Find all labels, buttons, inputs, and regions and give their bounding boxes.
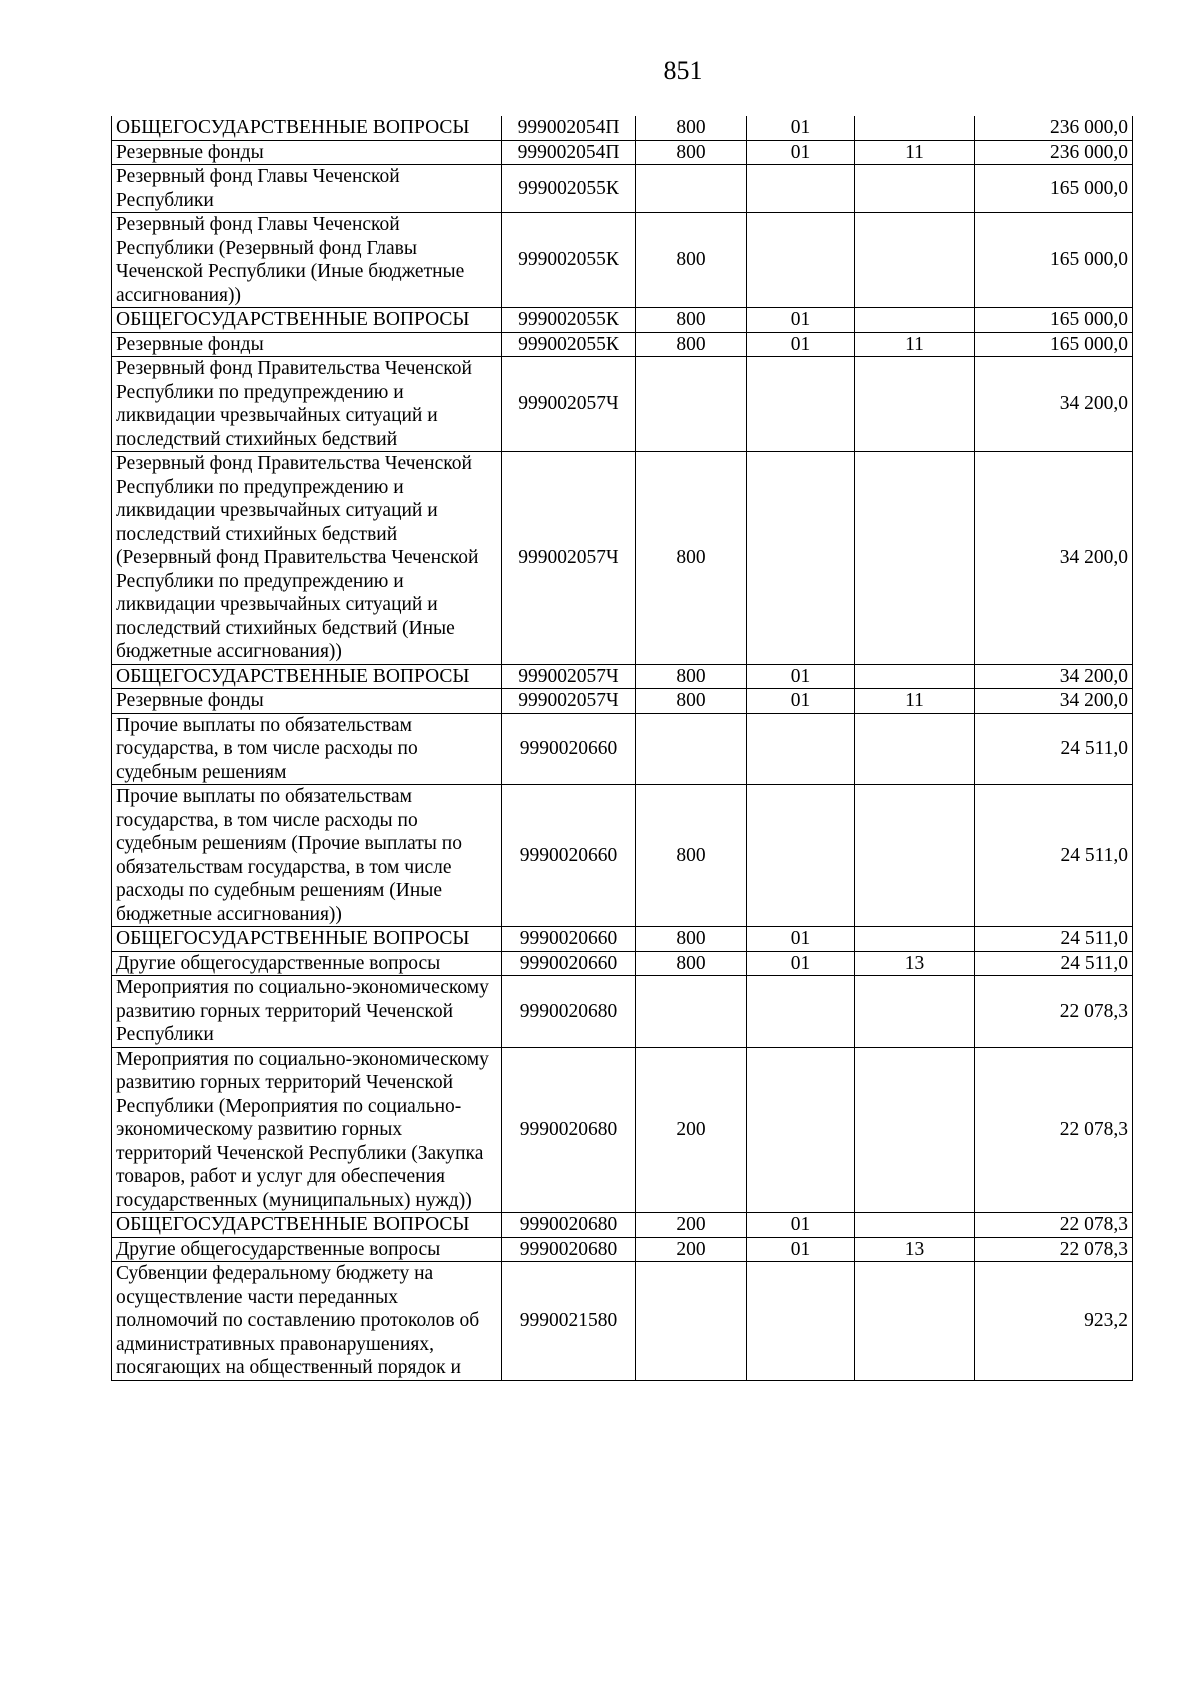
row-subsection [855,927,975,952]
table-row [112,452,1133,665]
row-name: Резервные фонды [112,140,502,165]
table-row [112,785,1133,927]
row-expense-type: 800 [636,213,747,308]
row-name: Резервный фонд Правительства Чеченской Республики по предупреждению и ликвидации чрезвычайных ситуаций и последствий стихийных бедствий (Резервный фонд Правительства Чеченской Республики по предупреждению и ликвидации чрезвычайных ситуаций и последствий стихийных бедствий (Иные бюджетные ассигнования)) [112,452,502,665]
table-row [112,689,1133,714]
table-row [112,116,1133,140]
row-section [747,165,855,213]
row-amount: 34 200,0 [975,689,1133,714]
row-subsection: 13 [855,951,975,976]
row-subsection: 11 [855,689,975,714]
row-section: 01 [747,927,855,952]
row-subsection [855,165,975,213]
row-subsection [855,116,975,140]
row-section [747,357,855,452]
row-name: ОБЩЕГОСУДАРСТВЕННЫЕ ВОПРОСЫ [112,1213,502,1238]
row-code: 9990020680 [502,1237,636,1262]
row-subsection [855,785,975,927]
row-code: 999002055К [502,332,636,357]
row-code: 9990020660 [502,785,636,927]
row-name: ОБЩЕГОСУДАРСТВЕННЫЕ ВОПРОСЫ [112,927,502,952]
row-amount: 24 511,0 [975,951,1133,976]
row-code: 999002057Ч [502,357,636,452]
row-name: Субвенции федеральному бюджету на осуществление части переданных полномочий по составлению протоколов об административных правонарушениях, посягающих на общественный порядок и [112,1262,502,1381]
table-row [112,713,1133,785]
row-code: 999002055К [502,308,636,333]
row-expense-type [636,1262,747,1381]
row-section: 01 [747,1213,855,1238]
row-expense-type: 800 [636,308,747,333]
row-expense-type [636,976,747,1048]
row-amount: 22 078,3 [975,976,1133,1048]
row-code: 999002057Ч [502,689,636,714]
table-row [112,1237,1133,1262]
row-subsection: 11 [855,140,975,165]
row-section: 01 [747,664,855,689]
row-amount: 24 511,0 [975,785,1133,927]
row-expense-type: 800 [636,927,747,952]
row-amount: 236 000,0 [975,140,1133,165]
row-subsection [855,1213,975,1238]
row-amount: 24 511,0 [975,713,1133,785]
row-name: ОБЩЕГОСУДАРСТВЕННЫЕ ВОПРОСЫ [112,308,502,333]
row-amount: 923,2 [975,1262,1133,1381]
row-amount: 165 000,0 [975,165,1133,213]
row-expense-type: 800 [636,785,747,927]
row-amount: 34 200,0 [975,357,1133,452]
row-section: 01 [747,332,855,357]
row-subsection [855,357,975,452]
row-code: 9990020660 [502,951,636,976]
row-expense-type: 800 [636,140,747,165]
table-row [112,976,1133,1048]
table-row [112,332,1133,357]
table-row [112,1262,1133,1381]
table-row [112,213,1133,308]
budget-table [111,116,1133,1381]
row-expense-type: 800 [636,689,747,714]
row-name: Мероприятия по социально-экономическому развитию горных территорий Чеченской Республики (Мероприятия по социально-экономическому развитию горных территорий Чеченской Республики (Закупка товаров, работ и услуг для обеспечения государственных (муниципальных) нужд)) [112,1047,502,1213]
table-row [112,308,1133,333]
table-row [112,927,1133,952]
table-row [112,951,1133,976]
row-section [747,976,855,1048]
row-code: 9990020660 [502,713,636,785]
row-section: 01 [747,308,855,333]
row-expense-type: 200 [636,1047,747,1213]
row-section: 01 [747,116,855,140]
row-name: ОБЩЕГОСУДАРСТВЕННЫЕ ВОПРОСЫ [112,116,502,140]
row-section: 01 [747,951,855,976]
table-row [112,1047,1133,1213]
row-expense-type: 800 [636,332,747,357]
row-amount: 22 078,3 [975,1213,1133,1238]
row-amount: 22 078,3 [975,1047,1133,1213]
row-code: 9990020680 [502,1213,636,1238]
row-subsection [855,1047,975,1213]
row-section [747,213,855,308]
row-expense-type [636,713,747,785]
row-code: 9990020680 [502,976,636,1048]
row-name: Прочие выплаты по обязательствам государства, в том числе расходы по судебным решениям [112,713,502,785]
row-code: 999002054П [502,140,636,165]
table-row [112,664,1133,689]
row-amount: 24 511,0 [975,927,1133,952]
row-amount: 165 000,0 [975,213,1133,308]
row-amount: 22 078,3 [975,1237,1133,1262]
row-section [747,713,855,785]
row-name: Другие общегосударственные вопросы [112,1237,502,1262]
row-expense-type [636,165,747,213]
table-row [112,1213,1133,1238]
table-row [112,140,1133,165]
row-name: Прочие выплаты по обязательствам государства, в том числе расходы по судебным решениям (Прочие выплаты по обязательствам государства, в том числе расходы по судебным решениям (Иные бюджетные ассигнования)) [112,785,502,927]
row-section [747,1047,855,1213]
row-amount: 165 000,0 [975,332,1133,357]
row-subsection: 11 [855,332,975,357]
row-name: Другие общегосударственные вопросы [112,951,502,976]
row-expense-type: 800 [636,951,747,976]
row-expense-type: 800 [636,452,747,665]
row-expense-type [636,357,747,452]
row-subsection [855,308,975,333]
row-name: Мероприятия по социально-экономическому развитию горных территорий Чеченской Республики [112,976,502,1048]
row-code: 999002055К [502,165,636,213]
row-section: 01 [747,140,855,165]
row-expense-type: 800 [636,664,747,689]
row-expense-type: 800 [636,116,747,140]
row-subsection [855,664,975,689]
row-amount: 34 200,0 [975,664,1133,689]
row-subsection [855,1262,975,1381]
budget-table-body [112,116,1133,1380]
row-amount: 165 000,0 [975,308,1133,333]
table-row [112,165,1133,213]
row-code: 999002057Ч [502,452,636,665]
row-section: 01 [747,689,855,714]
row-amount: 34 200,0 [975,452,1133,665]
row-code: 9990021580 [502,1262,636,1381]
page-number: 851 [663,56,703,85]
row-subsection: 13 [855,1237,975,1262]
table-row [112,357,1133,452]
row-name: ОБЩЕГОСУДАРСТВЕННЫЕ ВОПРОСЫ [112,664,502,689]
row-subsection [855,713,975,785]
row-section [747,785,855,927]
row-name: Резервный фонд Главы Чеченской Республики [112,165,502,213]
row-name: Резервные фонды [112,332,502,357]
row-expense-type: 200 [636,1237,747,1262]
row-code: 999002054П [502,116,636,140]
row-code: 9990020660 [502,927,636,952]
row-code: 999002057Ч [502,664,636,689]
row-subsection [855,976,975,1048]
row-section [747,452,855,665]
row-code: 9990020680 [502,1047,636,1213]
row-subsection [855,213,975,308]
row-name: Резервные фонды [112,689,502,714]
row-section [747,1262,855,1381]
row-expense-type: 200 [636,1213,747,1238]
row-subsection [855,452,975,665]
row-name: Резервный фонд Правительства Чеченской Республики по предупреждению и ликвидации чрезвычайных ситуаций и последствий стихийных бедствий [112,357,502,452]
row-section: 01 [747,1237,855,1262]
row-amount: 236 000,0 [975,116,1133,140]
row-name: Резервный фонд Главы Чеченской Республики (Резервный фонд Главы Чеченской Республики (Иные бюджетные ассигнования)) [112,213,502,308]
row-code: 999002055К [502,213,636,308]
